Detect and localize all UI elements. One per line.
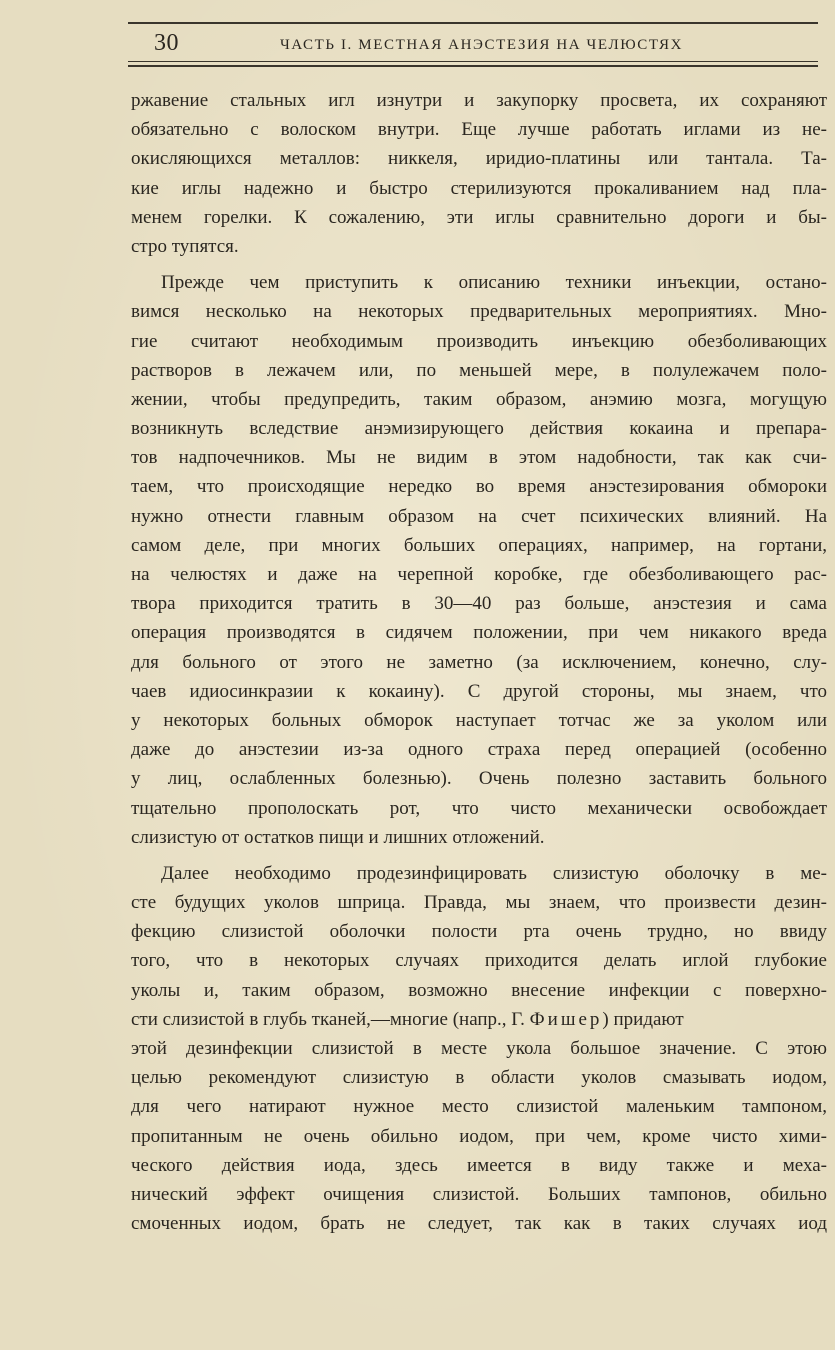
header-underline-thick <box>128 65 818 67</box>
text-line: у лиц, ослабленных болезнью). Очень полезно заставить больного <box>131 768 827 790</box>
text-line: нический эффект очищения слизистой. Больших тампонов, обильно <box>131 1183 827 1205</box>
text-line: ржавение стальных игл изнутри и закупорку просвета, их сохраняют <box>131 90 827 111</box>
text-line: Прежде чем приступить к описанию техники инъекции, остано- <box>161 272 827 294</box>
page-number: 30 <box>154 30 179 56</box>
text-line: на челюстях и даже на черепной коробке, где обезболивающего рас- <box>131 564 827 585</box>
text-line: чаев идиосинкразии к кокаину). С другой стороны, мы знаем, что <box>131 680 827 702</box>
text-line: ческого действия иода, здесь имеется в виду также и меха- <box>131 1154 827 1176</box>
text-line: того, что в некоторых случаях приходится делать иглой глубокие <box>131 950 827 972</box>
text-line: обязательно с волоском внутри. Еще лучше работать иглами из не- <box>131 119 827 141</box>
text-line: жении, чтобы предупредить, таким образом, анэмию мозга, могущую <box>131 388 827 410</box>
text-line: нужно отнести главным образом на счет психических влияний. На <box>131 505 827 527</box>
text-line: пропитанным не очень обильно иодом, при чем, кроме чисто хими- <box>131 1125 827 1147</box>
text-line: таем, что происходящие нередко во время анэстезирования обмороки <box>131 476 827 498</box>
text-line: менем горелки. К сожалению, эти иглы сравнительно дороги и бы- <box>131 206 827 228</box>
text-line: смоченных иодом, брать не следует, так как в таких случаях иод <box>131 1213 827 1235</box>
header-underline-thin <box>128 61 818 62</box>
paragraph <box>131 268 827 852</box>
running-title: ЧАСТЬ I. МЕСТНАЯ АНЭСТЕЗИЯ НА ЧЕЛЮСТЯХ <box>280 37 684 53</box>
header-top-rule <box>128 22 818 24</box>
text-line: возникнуть вследствие анэмизирующего действия кокаина и препара- <box>131 418 827 440</box>
body-text <box>131 86 827 1238</box>
emphasized-name: Фишер <box>529 1008 603 1030</box>
text-line: операция производятся в сидячем положении, при чем никакого вреда <box>131 622 827 644</box>
paragraph <box>131 859 827 1238</box>
text-line: самом деле, при многих больших операциях, например, на гортани, <box>131 534 827 556</box>
text-line: целью рекомендуют слизистую в области уколов смазывать иодом, <box>131 1067 827 1089</box>
text-line: растворов в лежачем или, по меньшей мере, в полулежачем поло- <box>131 359 827 381</box>
text-line: для больного от этого не заметно (за исключением, конечно, слу- <box>131 651 827 673</box>
text-line: окисляющихся металлов: никкеля, иридио-платины или тантала. Та- <box>131 148 827 170</box>
text-line: этой дезинфекции слизистой в месте укола большое значение. С этою <box>131 1038 827 1059</box>
text-line: для чего натирают нужное место слизистой маленьким тампоном, <box>131 1096 827 1118</box>
text-line-with-emphasis <box>131 1005 827 1034</box>
page-header <box>128 30 818 62</box>
text-line: у некоторых больных обморок наступает тотчас же за уколом или <box>131 709 827 731</box>
text-line-tail: ) придают <box>602 1008 684 1030</box>
text-line: стро тупятся. <box>131 235 239 257</box>
text-line: тщательно прополоскать рот, что чисто механически освобождает <box>131 797 827 819</box>
text-line: уколы и, таким образом, возможно внесение инфекции с поверхно- <box>131 979 827 1001</box>
text-line: гие считают необходимым производить инъекцию обезболивающих <box>131 330 827 352</box>
text-line-head: сти слизистой в глубь тканей,—многие (напр., Г. <box>131 1008 525 1030</box>
text-line: тов надпочечников. Мы не видим в этом надобности, так как счи- <box>131 447 827 469</box>
text-line: твора приходится тратить в 30—40 раз больше, анэстезия и сама <box>131 593 827 615</box>
text-line: слизистую от остатков пищи и лишних отложений. <box>131 826 545 848</box>
text-line: вимся несколько на некоторых предварительных мероприятиях. Мно- <box>131 301 827 323</box>
text-line: даже до анэстезии из-за одного страха перед операцией (особенно <box>131 739 827 761</box>
text-line: кие иглы надежно и быстро стерилизуются прокаливанием над пла- <box>131 177 827 199</box>
text-line: фекцию слизистой оболочки полости рта очень трудно, но ввиду <box>131 921 827 943</box>
text-line: Далее необходимо продезинфицировать слизистую оболочку в ме- <box>161 862 827 884</box>
paragraph <box>131 86 827 261</box>
text-line: сте будущих уколов шприца. Правда, мы знаем, что произвести дезин- <box>131 892 827 914</box>
